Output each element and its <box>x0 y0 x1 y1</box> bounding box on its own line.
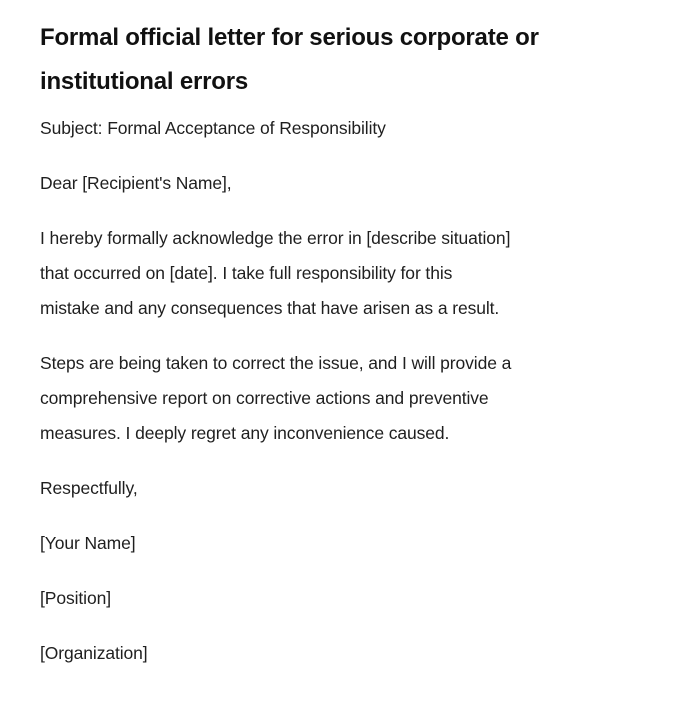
paragraph-line: mistake and any consequences that have arisen as a result. <box>40 298 500 318</box>
paragraph-line: I hereby formally acknowledge the error in [describe situation] <box>40 228 511 248</box>
signature-name: [Your Name] <box>40 533 136 553</box>
signature-organization: [Organization] <box>40 643 148 663</box>
paragraph-line: Steps are being taken to correct the issue, and I will provide a <box>40 353 512 373</box>
page-title-line-1: Formal official letter for serious corporate or <box>40 24 539 51</box>
paragraph-line: that occurred on [date]. I take full responsibility for this <box>40 263 453 283</box>
page-title <box>40 16 660 104</box>
body-paragraph-1 <box>40 221 660 326</box>
subject-line: Subject: Formal Acceptance of Responsibility <box>40 118 386 138</box>
salutation: Dear [Recipient's Name], <box>40 173 232 193</box>
body-paragraph-2 <box>40 346 660 451</box>
closing: Respectfully, <box>40 478 138 498</box>
paragraph-line: comprehensive report on corrective actions and preventive <box>40 388 489 408</box>
page-title-line-2: institutional errors <box>40 68 249 95</box>
signature-position: [Position] <box>40 588 111 608</box>
paragraph-line: measures. I deeply regret any inconvenience caused. <box>40 423 450 443</box>
